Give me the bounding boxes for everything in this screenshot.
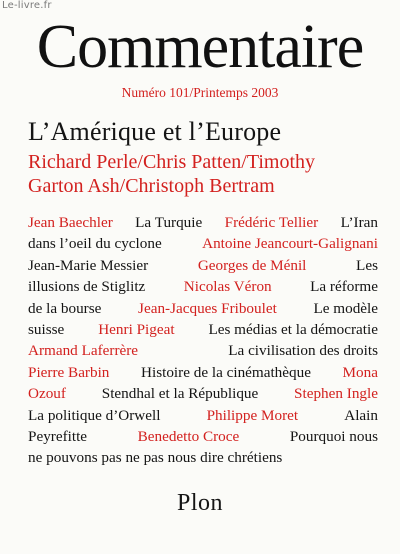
contents-line bbox=[28, 319, 378, 340]
article-title: Les bbox=[356, 256, 378, 274]
author-name: Philippe Moret bbox=[206, 406, 299, 424]
contents-line bbox=[28, 447, 378, 468]
contents-line bbox=[28, 362, 378, 383]
publisher-name: Plon bbox=[176, 490, 223, 516]
author-name: Benedetto Croce bbox=[137, 428, 240, 446]
author-name: Mona bbox=[342, 363, 378, 381]
watermark: Le-livre.fr bbox=[2, 0, 52, 11]
table-of-contents bbox=[28, 212, 378, 469]
article-title: suisse bbox=[28, 321, 65, 339]
article-title: Alain bbox=[344, 406, 378, 424]
author-name: Stephen Ingle bbox=[294, 385, 378, 403]
author-name: Henri Pigeat bbox=[98, 321, 175, 339]
masthead: Commentaire bbox=[36, 13, 364, 81]
article-title: La civilisation des droits bbox=[228, 342, 378, 360]
contents-line bbox=[28, 383, 378, 404]
article-title: La politique d’Orwell bbox=[28, 406, 161, 424]
article-title: ne pouvons pas ne pas nous dire chrétiens bbox=[28, 449, 283, 467]
author-name: Ozouf bbox=[28, 385, 66, 403]
author-name: Armand Laferrère bbox=[28, 342, 139, 360]
contents-line bbox=[28, 233, 378, 254]
article-title: La réforme bbox=[310, 278, 378, 296]
issue-line: Numéro 101/Printemps 2003 bbox=[121, 85, 279, 100]
contents-line bbox=[28, 340, 378, 361]
featured-authors bbox=[28, 150, 378, 198]
article-title: Le modèle bbox=[313, 299, 378, 317]
author-name: Nicolas Véron bbox=[183, 278, 272, 296]
article-title: Pourquoi nous bbox=[289, 428, 378, 446]
authors-line: Garton Ash/Christoph Bertram bbox=[28, 175, 275, 197]
contents-line bbox=[28, 426, 378, 447]
contents-line bbox=[28, 212, 378, 233]
author-name: Georges de Ménil bbox=[197, 256, 307, 274]
article-title: Les médias et la démocratie bbox=[208, 321, 378, 339]
article-title: Histoire de la cinémathèque bbox=[141, 363, 311, 381]
article-title: illusions de Stiglitz bbox=[28, 278, 146, 296]
issue-title: L’Amérique et l’Europe bbox=[28, 117, 282, 146]
article-title: Stendhal et la République bbox=[101, 385, 259, 403]
article-title: Jean-Marie Messier bbox=[28, 256, 149, 274]
author-name: Antoine Jeancourt-Galignani bbox=[202, 235, 378, 253]
article-title: Peyrefitte bbox=[28, 428, 88, 446]
article-title: La Turquie bbox=[135, 214, 203, 231]
author-name: Frédéric Tellier bbox=[224, 214, 319, 231]
contents-line bbox=[28, 298, 378, 319]
contents-line bbox=[28, 276, 378, 297]
authors-line: Richard Perle/Chris Patten/Timothy bbox=[28, 151, 316, 173]
author-name: Jean-Jacques Friboulet bbox=[138, 299, 277, 317]
contents-line bbox=[28, 405, 378, 426]
article-title: de la bourse bbox=[28, 299, 102, 317]
article-title: L’Iran bbox=[340, 214, 378, 231]
author-name: Pierre Barbin bbox=[28, 363, 110, 381]
contents-line bbox=[28, 255, 378, 276]
author-name: Jean Baechler bbox=[28, 214, 113, 231]
article-title: dans l’oeil du cyclone bbox=[28, 235, 162, 253]
